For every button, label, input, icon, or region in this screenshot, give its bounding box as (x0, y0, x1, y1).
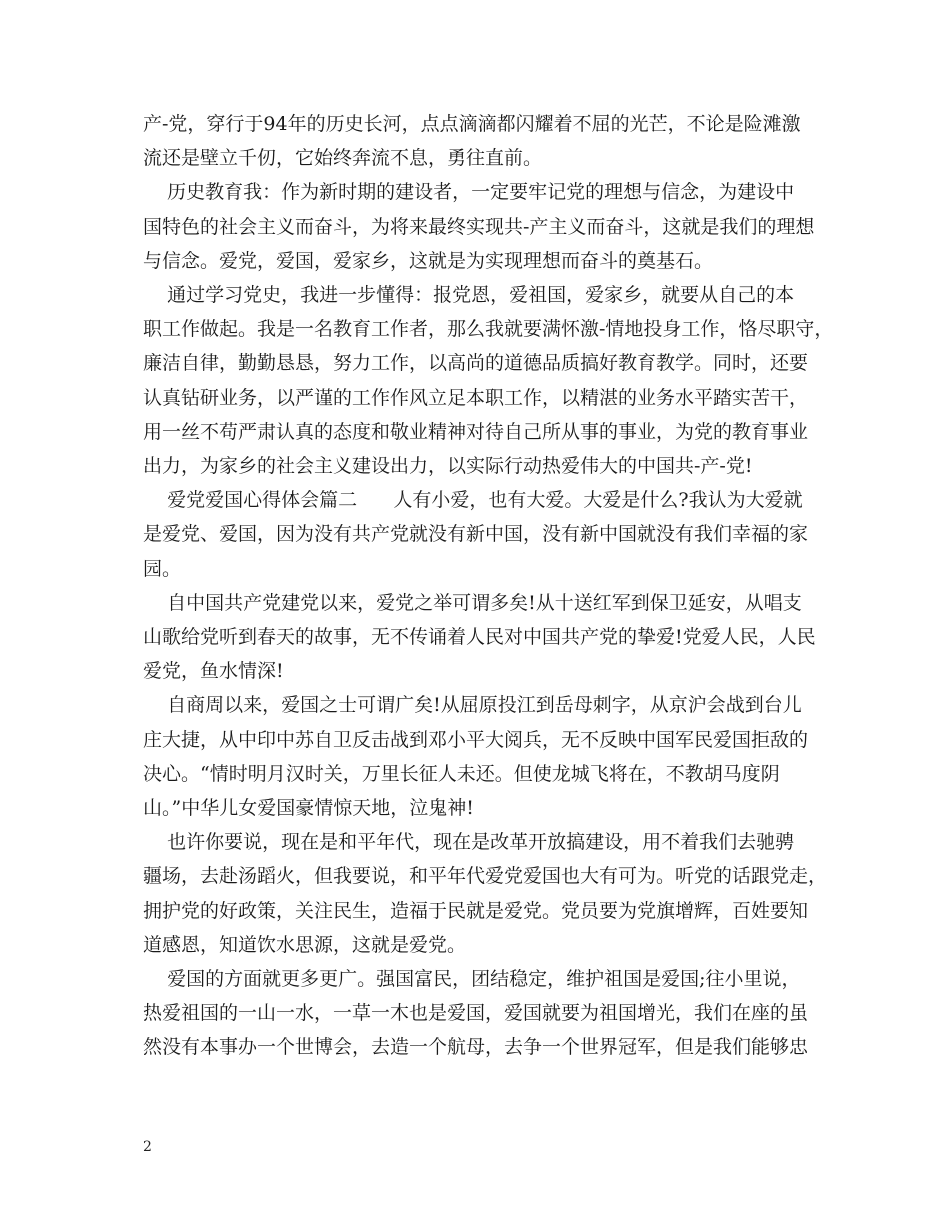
text-line: 疆场，去赴汤蹈火，但我要说，和平年代爱党爱国也大有可为。听党的话跟党走， (143, 865, 828, 888)
text-line: 山歌给党听到春天的故事，无不传诵着人民对中国共产党的挚爱!党爱人民，人民 (143, 626, 816, 648)
text-line: 爱党，鱼水情深! (143, 660, 284, 683)
text-line: 也许你要说，现在是和平年代，现在是改革开放搞建设，用不着我们去驰骋 (143, 831, 795, 854)
text-line: 通过学习党史，我进一步懂得：报党恩，爱祖国，爱家乡，就要从自己的本 (143, 284, 795, 306)
text-line: 职工作做起。我是一名教育工作者，那么我就要满怀激-情地投身工作，恪尽职守， (143, 318, 834, 341)
text-line: 用一丝不苟严肃认真的态度和敬业精神对待自己所从事的事业，为党的教育事业 (143, 420, 809, 443)
text-line: 园。 (143, 557, 182, 580)
text-line: 爱党爱国心得体会篇二 人有小爱，也有大爱。大爱是什么?我认为大爱就 (143, 489, 803, 512)
text-line: 拥护党的好政策，关注民生，造福于民就是爱党。党员要为党旗增辉，百姓要知 (143, 899, 809, 922)
text-line: 与信念。爱党，爱国，爱家乡，这就是为实现理想而奋斗的奠基石。 (143, 249, 714, 272)
text-line: 国特色的社会主义而奋斗，为将来最终实现共-产主义而奋斗，这就是我们的理想 (143, 215, 815, 238)
text-line: 山。”中华儿女爱国豪情惊天地，泣鬼神! (143, 797, 474, 819)
text-line: 庄大捷，从中印中苏自卫反击战到邓小平大阅兵，无不反映中国军民爱国拒敌的 (143, 728, 809, 751)
text-line: 然没有本事办一个世博会，去造一个航母，去争一个世界冠军，但是我们能够忠 (143, 1036, 809, 1059)
text-line: 决心。“情时明月汉时关，万里长征人未还。但使龙城飞将在，不教胡马度阴 (143, 762, 780, 785)
text-line: 产-党，穿行于94年的历史长河，点点滴滴都闪耀着不屈的光芒，不论是险滩激 (143, 113, 801, 135)
text-line: 爱国的方面就更多更广。强国富民，团结稳定，维护祖国是爱国;往小里说， (143, 968, 801, 990)
text-line: 出力，为家乡的社会主义建设出力，以实际行动热爱伟大的中国共-产-党! (143, 455, 753, 477)
text-line: 道感恩，知道饮水思源，这就是爱党。 (143, 933, 467, 956)
text-line: 自中国共产党建党以来，爱党之举可谓多矣!从十送红军到保卫延安，从唱支 (143, 591, 802, 614)
text-line: 历史教育我：作为新时期的建设者，一定要牢记党的理想与信念，为建设中 (143, 181, 795, 204)
text-line: 是爱党、爱国，因为没有共产党就没有新中国，没有新中国就没有我们幸福的家 (143, 523, 809, 546)
page-number: 2 (143, 1139, 152, 1155)
text-line: 认真钻研业务，以严谨的工作作风立足本职工作，以精湛的业务水平踏实苦干， (143, 386, 809, 409)
text-line: 流还是壁立千仞，它始终奔流不息，勇往直前。 (143, 147, 543, 170)
text-line: 自商周以来，爱国之士可谓广矣!从屈原投江到岳母刺字，从京沪会战到台儿 (143, 694, 802, 717)
text-line: 廉洁自律，勤勤恳恳，努力工作，以高尚的道德品质搞好教育教学。同时，还要 (143, 352, 809, 375)
text-line: 热爱祖国的一山一水，一草一木也是爱国，爱国就要为祖国增光，我们在座的虽 (143, 1002, 809, 1025)
